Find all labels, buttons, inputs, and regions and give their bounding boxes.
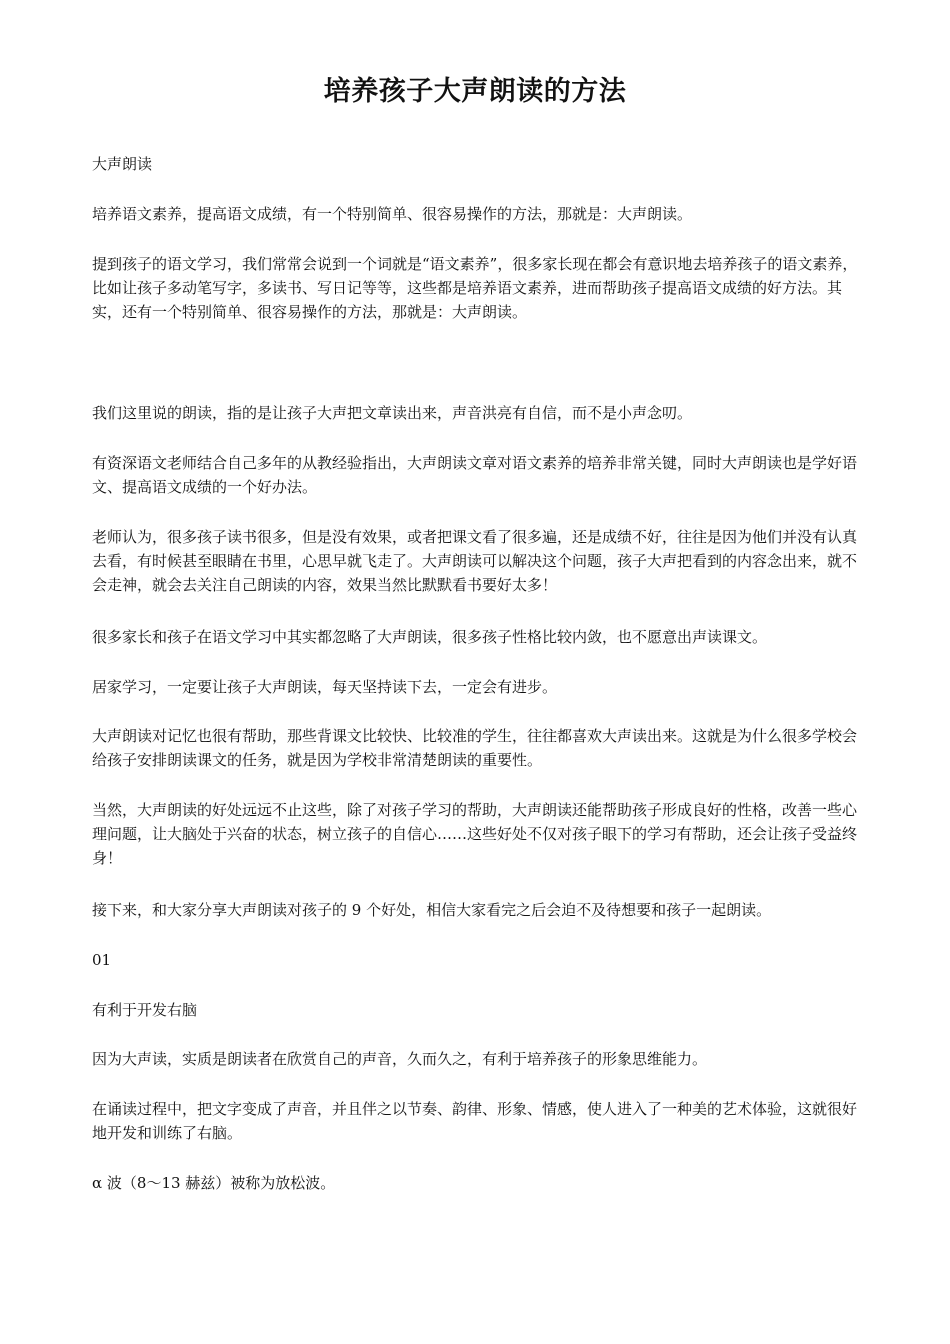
paragraph-4: 我们这里说的朗读，指的是让孩子大声把文章读出来，声音洪亮有自信，而不是小声念叨。 bbox=[92, 404, 693, 422]
paragraph-10: 当然，大声朗读的好处远远不止这些，除了对孩子学习的帮助，大声朗读还能帮助孩子形成良好的性格，改善一些心理问题，让大脑处于兴奋的状态，树立孩子的自信心……这些好处不仅对孩子眼下的学习有帮助，还会让孩子受益终身！ bbox=[92, 801, 858, 867]
paragraph-9: 大声朗读对记忆也很有帮助，那些背课文比较快、比较准的学生，往往都喜欢大声读出来。这就是为什么很多学校会给孩子安排朗读课文的任务，就是因为学校非常清楚朗读的重要性。 bbox=[92, 727, 858, 769]
section-heading: 有利于开发右脑 bbox=[92, 1001, 198, 1019]
paragraph-2: 培养语文素养，提高语文成绩，有一个特别简单、很容易操作的方法，那就是：大声朗读。 bbox=[92, 205, 693, 223]
paragraph-6: 老师认为，很多孩子读书很多，但是没有效果，或者把课文看了很多遍，还是成绩不好，往往是因为他们并没有认真去看，有时候甚至眼睛在书里，心思早就飞走了。大声朗读可以解决这个问题，孩子大声把看到的内容念出来，就不会走神，就会去关注自己朗读的内容，效果当然比默默看书要好太多！ bbox=[92, 528, 858, 594]
paragraph-3: 提到孩子的语文学习，我们常常会说到一个词就是“语文素养”，很多家长现在都会有意识地去培养孩子的语文素养，比如让孩子多动笔写字，多读书、写日记等等，这些都是培养语文素养，进而帮助孩子提高语文成绩的好方法。其实，还有一个特别简单、很容易操作的方法，那就是：大声朗读。 bbox=[92, 255, 858, 321]
paragraph-5: 有资深语文老师结合自己多年的从教经验指出，大声朗读文章对语文素养的培养非常关键，同时大声朗读也是学好语文、提高语文成绩的一个好办法。 bbox=[92, 454, 858, 496]
paragraph-11: 接下来，和大家分享大声朗读对孩子的 9 个好处，相信大家看完之后会迫不及待想要和孩子一起朗读。 bbox=[92, 901, 772, 919]
section-number: 01 bbox=[92, 951, 112, 969]
paragraph-12: 因为大声读，实质是朗读者在欣赏自己的声音，久而久之，有利于培养孩子的形象思维能力。 bbox=[92, 1050, 708, 1068]
paragraph-8: 居家学习，一定要让孩子大声朗读，每天坚持读下去，一定会有进步。 bbox=[92, 678, 558, 696]
paragraph-13: 在诵读过程中，把文字变成了声音，并且伴之以节奏、韵律、形象、情感，使人进入了一种美的艺术体验，这就很好地开发和训练了右脑。 bbox=[92, 1100, 858, 1142]
paragraph-7: 很多家长和孩子在语文学习中其实都忽略了大声朗读，很多孩子性格比较内敛，也不愿意出声读课文。 bbox=[92, 628, 768, 646]
paragraph-14: α 波（8～13 赫兹）被称为放松波。 bbox=[92, 1174, 336, 1192]
paragraph-1: 大声朗读 bbox=[92, 155, 153, 173]
document-title: 培养孩子大声朗读的方法 bbox=[323, 76, 627, 107]
